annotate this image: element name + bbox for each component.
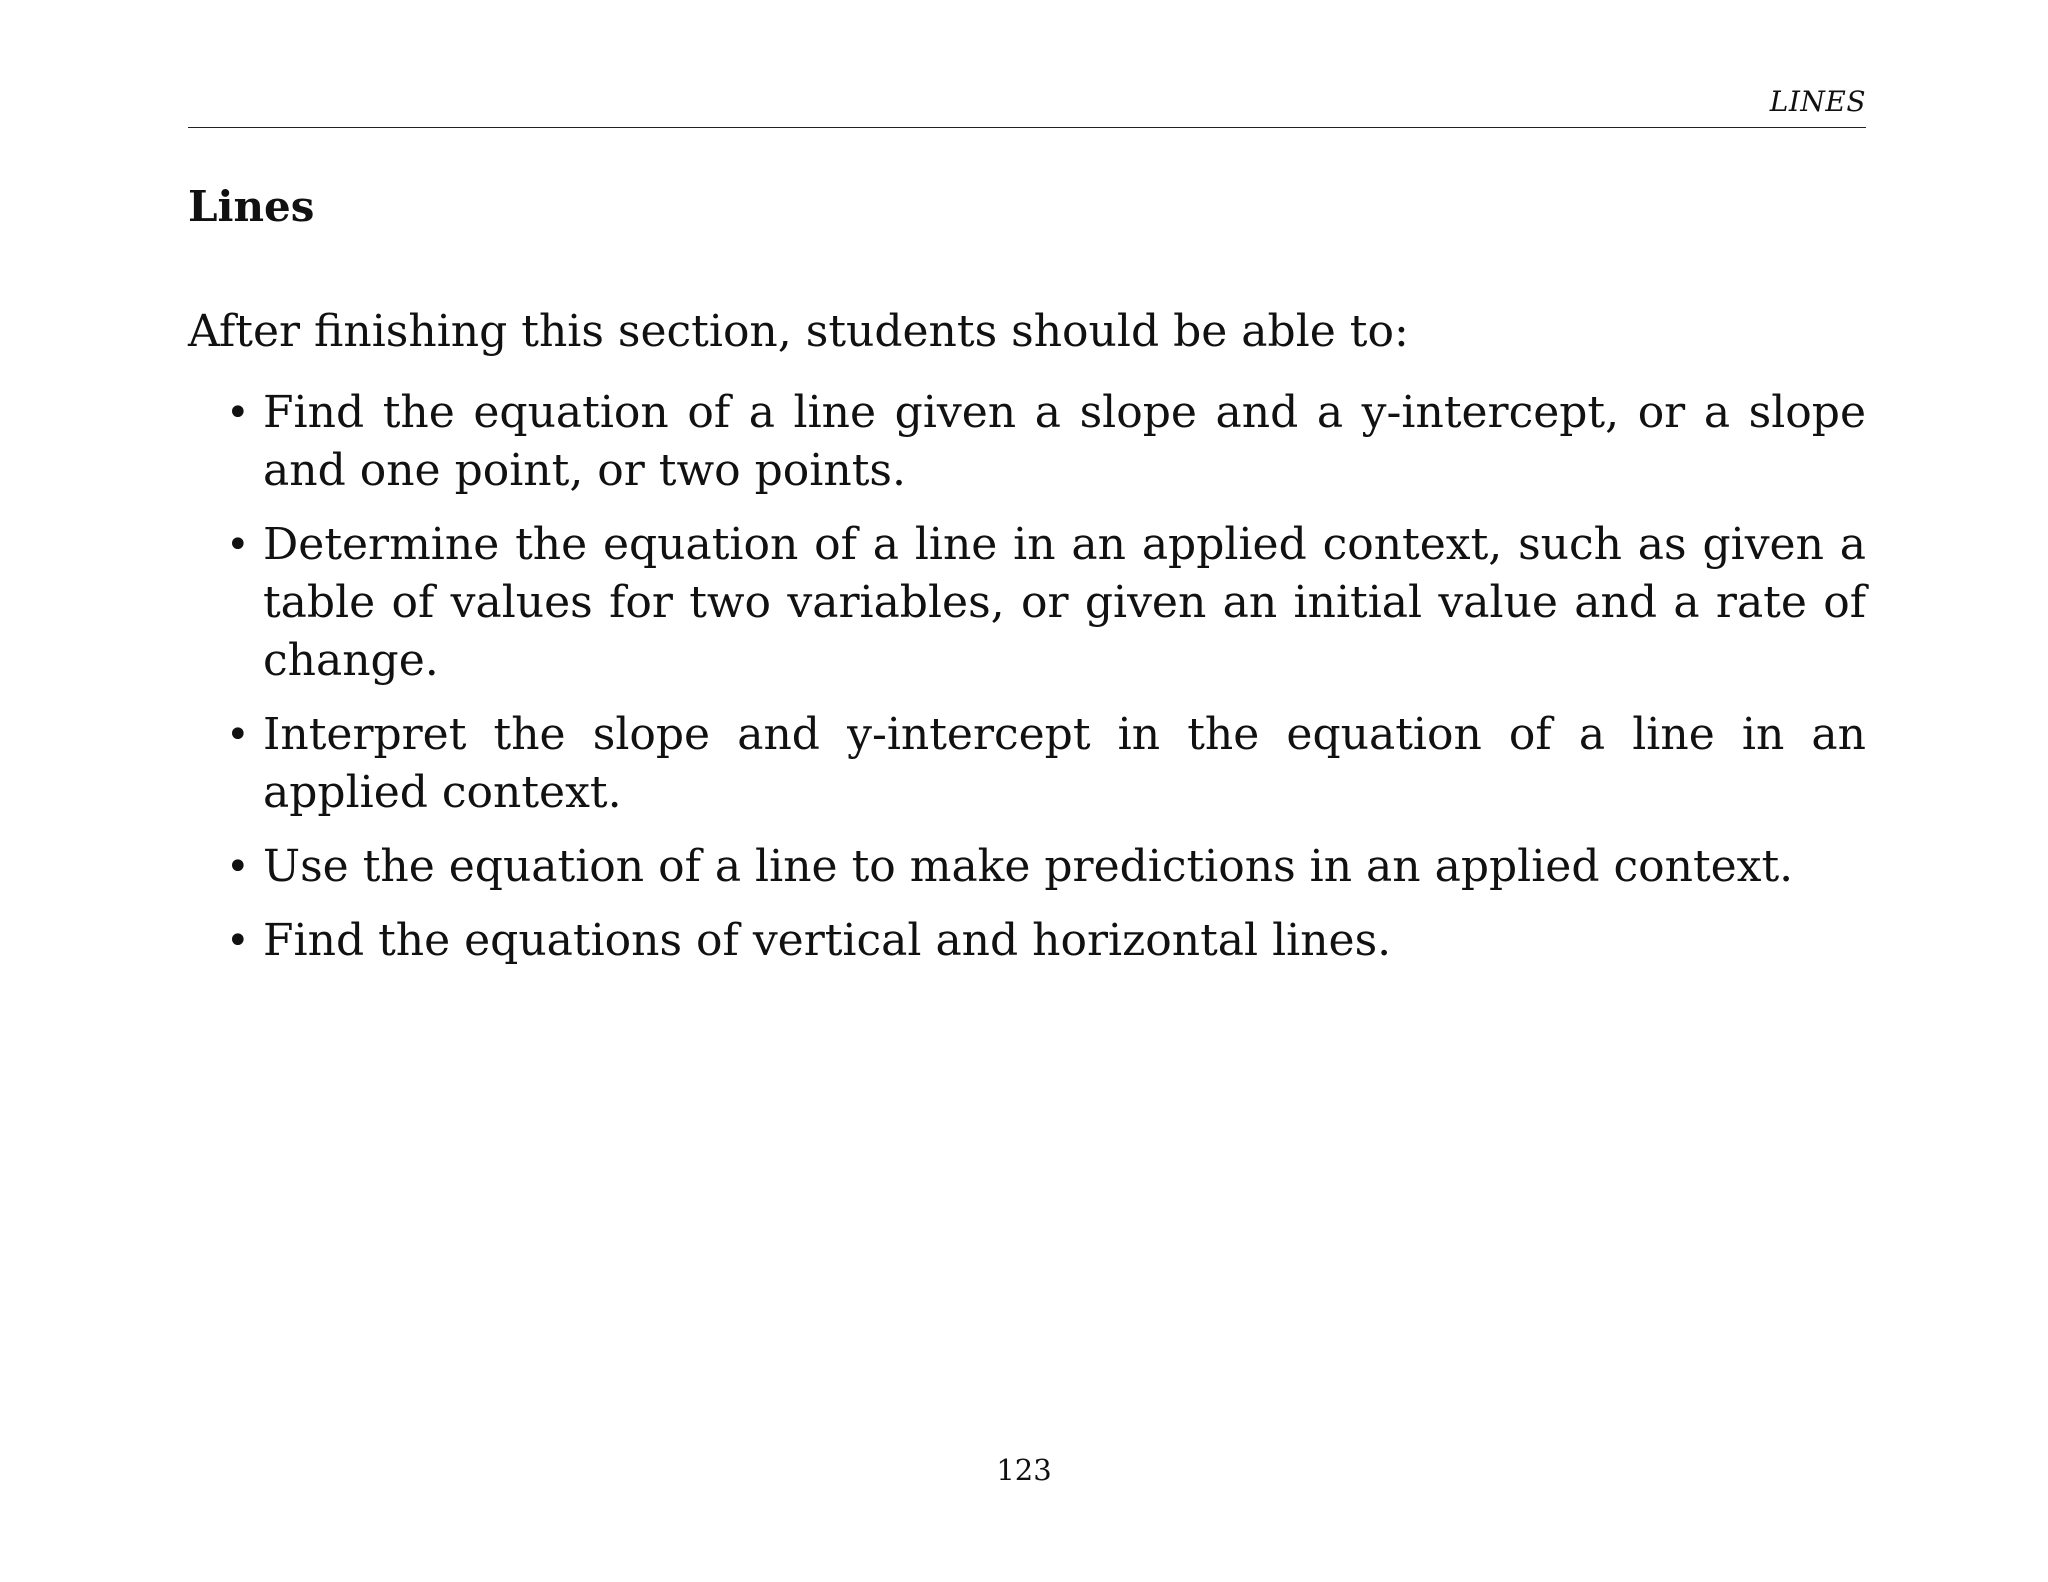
objective-text: Interpret the slope and y-intercept in the equation of a line in an applied context. [263,709,1866,818]
bullet-icon: • [226,844,250,890]
objective-text: Find the equations of vertical and horizontal lines. [263,915,1392,966]
section-title: Lines [188,182,315,231]
page-number: 123 [996,1453,1052,1487]
objective-text: Determine the equation of a line in an applied context, such as given a table of values for two variables, or given an initial value and a rate of change. [263,519,1866,686]
list-item [188,912,1866,970]
bullet-icon: • [226,712,250,758]
running-header-title: LINES [1769,85,1866,118]
bullet-icon: • [226,918,250,964]
list-item [188,516,1866,690]
list-item [188,838,1866,896]
learning-objectives-list [188,384,1866,986]
objective-text: Find the equation of a line given a slope and a y-intercept, or a slope and one point, or two points. [263,387,1866,496]
section-intro: After finishing this section, students should be able to: [188,306,1409,357]
list-item [188,384,1866,500]
header-rule [188,127,1866,128]
objective-text: Use the equation of a line to make predictions in an applied context. [263,841,1794,892]
bullet-icon: • [226,522,250,568]
list-item [188,706,1866,822]
bullet-icon: • [226,390,250,436]
